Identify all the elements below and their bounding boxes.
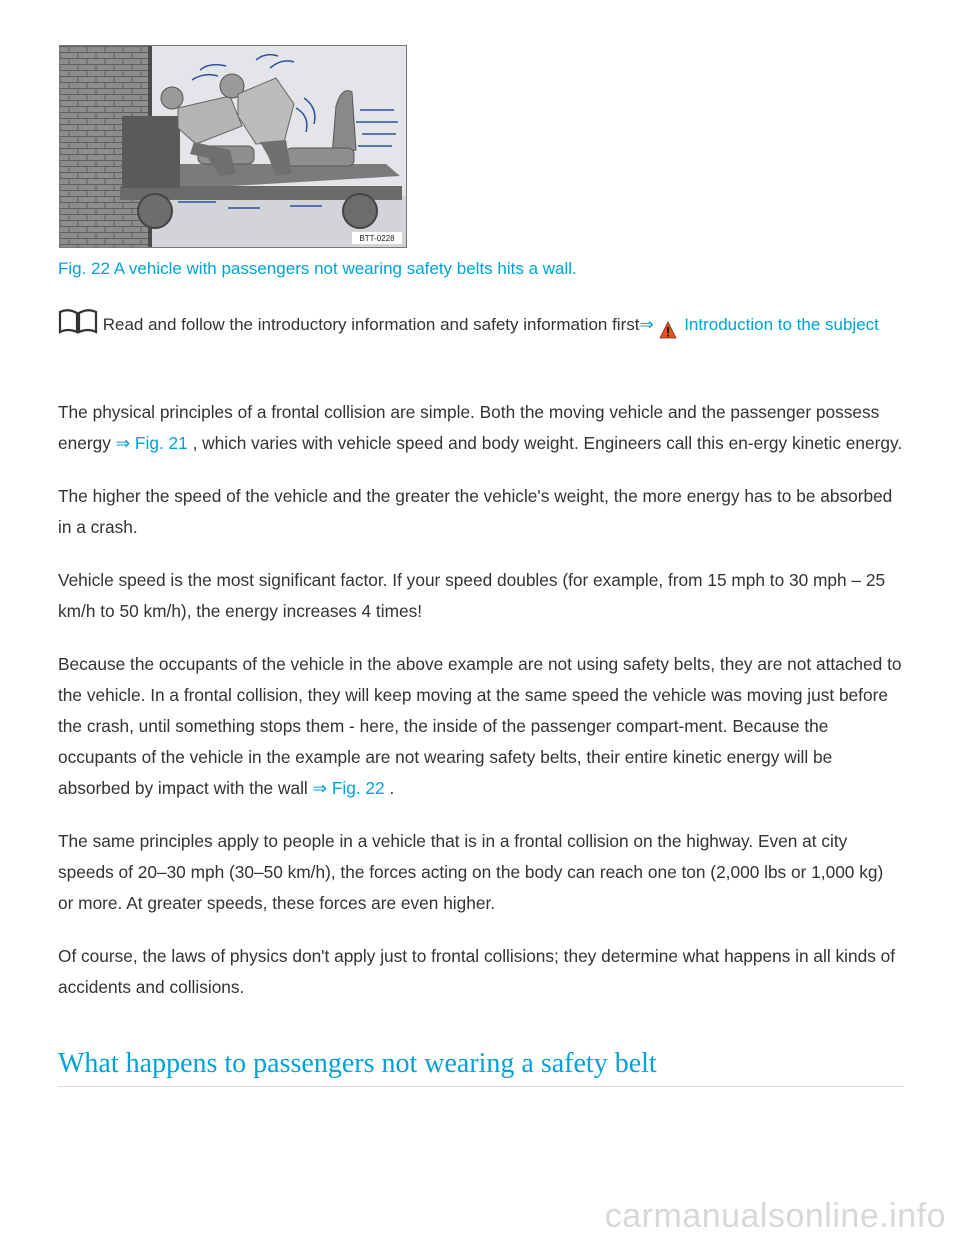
intro-text: Read and follow the introductory information and safety information first (102, 315, 640, 334)
crash-illustration-drawing (60, 46, 406, 247)
figure-code: BTT-0228 (359, 234, 395, 243)
watermark: carmanualsonline.info (604, 1197, 946, 1235)
paragraph-1: The physical principles of a frontal collision are simple. Both the moving vehicle and the passenger possess energy ⇒ Fig. 21 , which varies with vehicle speed and body weight. Engineers call this en-ergy kinetic energy. (58, 402, 903, 453)
paragraph-2: The higher the speed of the vehicle and the greater the vehicle's weight, the more energy has to be absorbed in a crash. (58, 486, 893, 537)
fig-22-link[interactable]: ⇒ Fig. 22 (312, 778, 385, 798)
crash-illustration (59, 45, 407, 248)
paragraph-5: The same principles apply to people in a vehicle that is in a frontal collision on the highway. Even at city speeds of 20–30 mph (30–50 km/h), the forces acting on the body can reach one ton (2,000 lbs or 1,000 kg) or more. At greater speeds, these forces are even higher. (58, 831, 884, 913)
paragraph-6: Of course, the laws of physics don't apply just to frontal collisions; they determine what happens in all kinds of accidents and collisions. (58, 946, 896, 997)
paragraph-4: Because the occupants of the vehicle in the above example are not using safety belts, they are not attached to the vehicle. In a frontal collision, they will keep moving at the same speed the vehicle was moving just before the crash, until something stops them - here, the inside of the passenger compart-ment. Because the occupants of the vehicle in the example are not wearing safety belts, their entire kinetic energy will be absorbed by impact with the wall ⇒ Fig. 22 . (58, 654, 902, 798)
open-book-icon (58, 308, 98, 344)
paragraph-3: Vehicle speed is the most significant factor. If your speed doubles (for example, from 15 mph to 30 mph – 25 km/h to 50 km/h), the energy increases 4 times! (58, 570, 886, 621)
fig-21-link[interactable]: ⇒ Fig. 21 (115, 433, 188, 453)
body-text (58, 397, 903, 1025)
figure-caption: Fig. 22 A vehicle with passengers not wearing safety belts hits a wall. (58, 259, 577, 278)
warning-icon (659, 318, 677, 349)
intro-notice (58, 308, 903, 349)
introduction-link[interactable]: Introduction to the subject (684, 315, 879, 334)
intro-arrow-link[interactable]: ⇒ (639, 315, 654, 334)
section-heading: What happens to passengers not wearing a safety belt (58, 1048, 904, 1087)
